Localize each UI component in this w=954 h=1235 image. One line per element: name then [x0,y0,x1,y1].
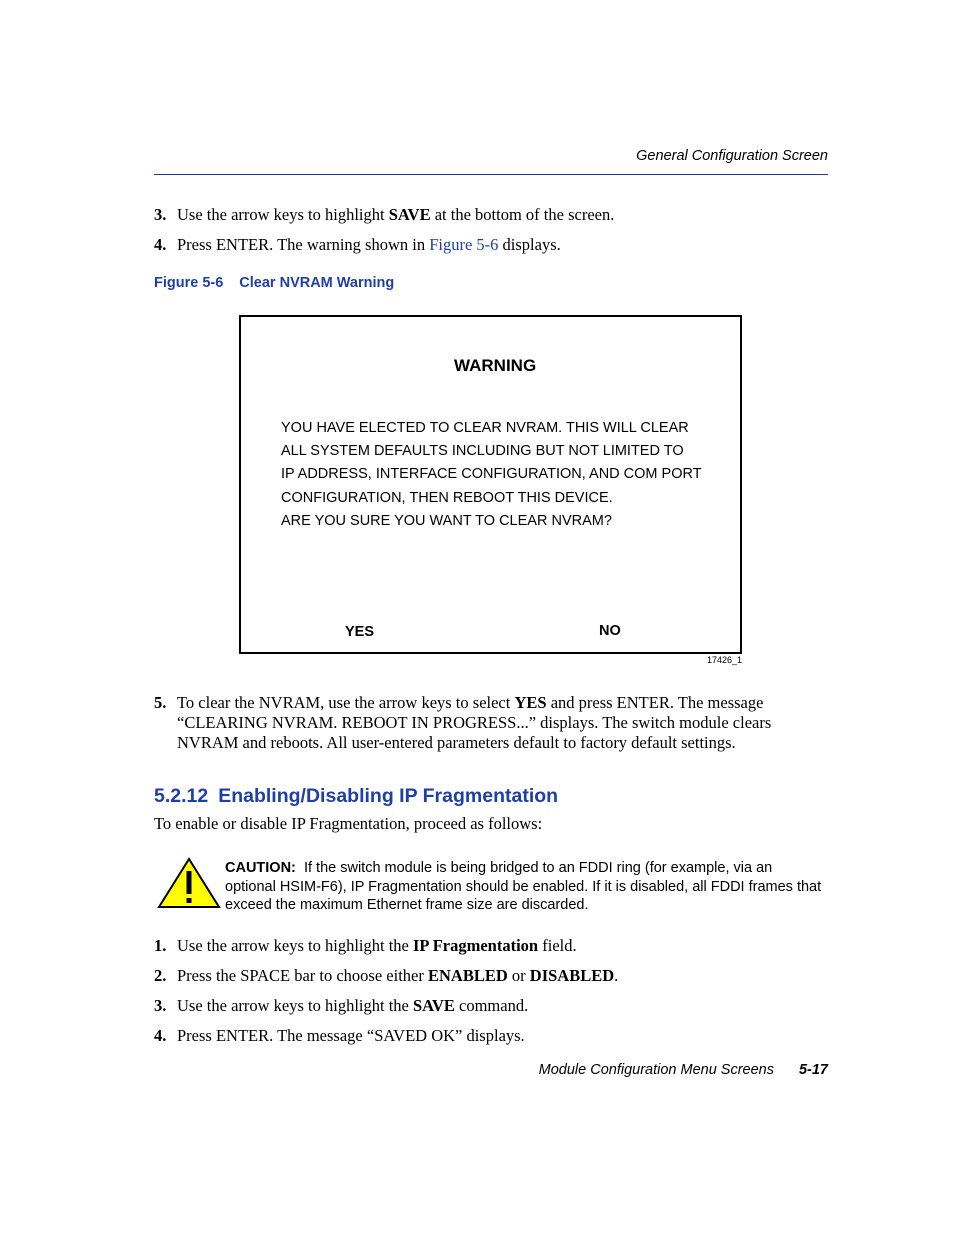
step-text: Press the SPACE bar to choose either [177,966,428,985]
step-text: Press ENTER. The message “SAVED OK” displays. [177,1026,525,1045]
figure-id: 17426_1 [706,655,742,665]
caution-label: CAUTION: [225,860,296,876]
running-header: General Configuration Screen [636,148,828,164]
warning-line: IP ADDRESS, INTERFACE CONFIGURATION, AND COM PORT [281,466,702,482]
step-3-bottom [154,996,528,1016]
step-bold: ENABLED [428,966,508,985]
section-number: 5.2.12 [154,785,209,807]
section-heading [154,785,558,808]
step-text: or [507,966,530,985]
caution-body: If the switch module is being bridged to an FDDI ring (for example, via an optional HSIM-F6), IP Fragmentation should be enabled. If it is disabled, all FDDI frames that exceed the maximum Ethernet frame size are discarded. [225,860,822,913]
step-4-bottom [154,1026,525,1046]
step-number: 1. [154,936,167,955]
step-number: 3. [154,205,167,224]
warning-line: ARE YOU SURE YOU WANT TO CLEAR NVRAM? [281,513,612,529]
section-intro: To enable or disable IP Fragmentation, proceed as follows: [154,814,543,833]
header-rule [154,174,828,175]
warning-line: YOU HAVE ELECTED TO CLEAR NVRAM. THIS WILL CLEAR [281,420,689,436]
step-number: 3. [154,996,167,1015]
page-number: 5-17 [798,1062,828,1078]
step-text: To clear the NVRAM, use the arrow keys to select [177,693,515,712]
warning-title: WARNING [454,356,537,375]
step-bold: DISABLED [529,966,615,985]
step-text: Press ENTER. The warning shown in [177,235,430,254]
figure-title: Clear NVRAM Warning [239,275,395,291]
step-number: 2. [154,966,167,985]
step-text: displays. [498,235,561,254]
step-text: Use the arrow keys to highlight the [177,996,413,1015]
caution-note [225,859,825,915]
step-bold: YES [514,693,547,712]
section-title: Enabling/Disabling IP Fragmentation [218,785,559,807]
step-number: 4. [154,1026,167,1045]
step-5 [154,693,834,753]
step-text: Use the arrow keys to highlight [177,205,389,224]
step-text: at the bottom of the screen. [430,205,615,224]
step-text: Use the arrow keys to highlight the [177,936,413,955]
figure-caption [154,275,394,291]
step-1-bottom [154,936,577,956]
figure-link[interactable]: Figure 5-6 [429,235,499,254]
step-text: . [614,966,619,985]
step-text: and press ENTER. The message “CLEARING NVRAM. REBOOT IN PROGRESS...” displays. The switch module clears NVRAM and reboots. All user-entered parameters default to factory default settings. [177,693,772,752]
step-4-top [154,235,561,255]
warning-line: CONFIGURATION, THEN REBOOT THIS DEVICE. [281,490,613,506]
step-3-top [154,205,614,225]
running-footer: Module Configuration Menu Screens [538,1062,774,1078]
step-text: command. [454,996,529,1015]
step-text: field. [538,936,577,955]
step-2-bottom [154,966,618,986]
warning-line: ALL SYSTEM DEFAULTS INCLUDING BUT NOT LIMITED TO [281,443,684,459]
warning-triangle-icon [157,857,221,909]
step-bold: SAVE [413,996,455,1015]
yes-option[interactable]: YES [345,624,375,640]
no-option[interactable]: NO [599,623,621,639]
step-bold: IP Fragmentation [413,936,539,955]
step-number: 4. [154,235,167,254]
figure-label: Figure 5-6 [154,275,224,291]
step-bold: SAVE [388,205,431,224]
step-number: 5. [154,693,167,712]
